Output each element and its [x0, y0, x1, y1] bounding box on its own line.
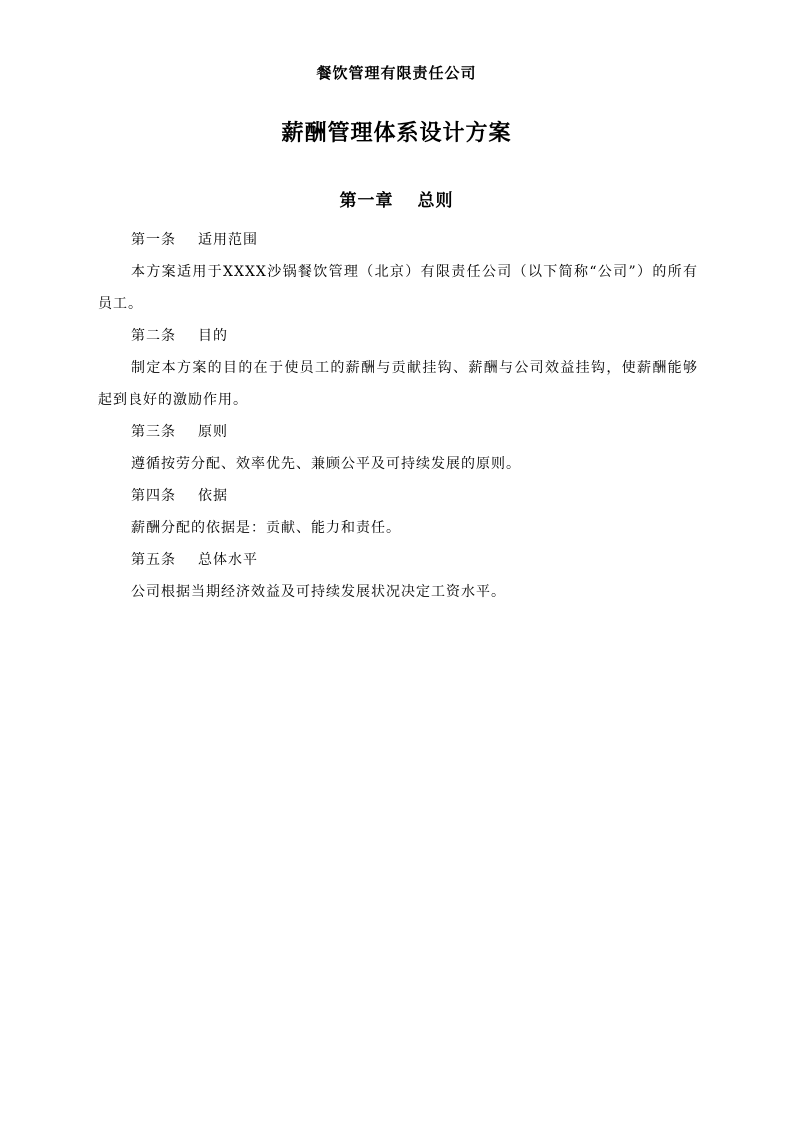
chapter-number: 第一章 [339, 191, 394, 211]
article-2-number: 第二条 [131, 328, 176, 344]
article-1-heading [98, 224, 698, 256]
article-2-text: 制定本方案的目的在于使员工的薪酬与贡献挂钩、薪酬与公司效益挂钩，使薪酬能够起到良好的激励作用。 [98, 360, 698, 408]
article-1-title: 适用范围 [198, 232, 258, 248]
article-3-heading [98, 416, 698, 448]
document-title: 薪酬管理体系设计方案 [281, 120, 512, 146]
article-2-heading [98, 320, 698, 352]
article-5-text: 公司根据当期经济效益及可持续发展状况决定工资水平。 [131, 584, 506, 600]
article-5-heading [98, 544, 698, 576]
article-3-number: 第三条 [131, 424, 176, 440]
company-name: 餐饮管理有限责任公司 [316, 64, 477, 82]
article-1-text: 本方案适用于XXXX沙锅餐饮管理（北京）有限责任公司（以下简称“公司”）的所有员工。 [98, 264, 698, 312]
article-4-number: 第四条 [131, 488, 176, 504]
article-1-number: 第一条 [131, 232, 176, 248]
article-4-title: 依据 [198, 488, 228, 504]
article-5-number: 第五条 [131, 552, 176, 568]
article-3-title: 原则 [198, 424, 228, 440]
article-2-title: 目的 [198, 328, 228, 344]
article-4-heading [98, 480, 698, 512]
chapter-name: 总则 [417, 191, 454, 211]
article-4-text: 薪酬分配的依据是：贡献、能力和责任。 [131, 520, 401, 536]
document-body [98, 224, 698, 608]
article-5-title: 总体水平 [198, 552, 258, 568]
chapter-heading [0, 186, 793, 211]
article-3-text: 遵循按劳分配、效率优先、兼顾公平及可持续发展的原则。 [131, 456, 521, 472]
